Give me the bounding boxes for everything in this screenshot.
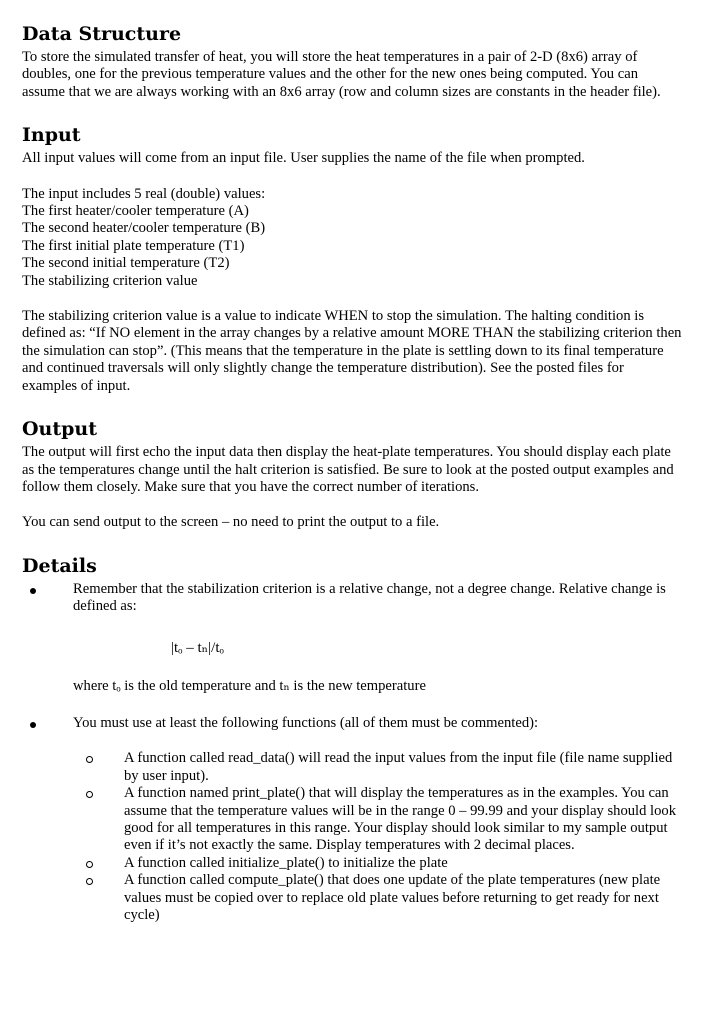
bullet-icon: [30, 722, 36, 728]
bullet-text: Remember that the stabilization criterion is a relative change, not a degree change. Relative change is defined as:: [73, 580, 666, 615]
list-item: The second heater/cooler temperature (B): [22, 220, 266, 237]
list-item: The stabilizing criterion value: [22, 272, 198, 289]
functions-list: [22, 750, 682, 924]
where-text: where tₒ is the old temperature and tₙ is the new temperature: [73, 677, 426, 694]
list-item: A function called read_data() will read the input values from the input file (file name supplied by user input).: [22, 750, 682, 785]
document-page: [22, 22, 682, 924]
list-item: The first initial plate temperature (T1): [22, 237, 245, 254]
list-item: [22, 581, 682, 695]
input-list-intro: The input includes 5 real (double) values:: [22, 185, 266, 202]
input-heading: Input: [22, 124, 81, 147]
list-item: The second initial temperature (T2): [22, 255, 230, 272]
circle-bullet-icon: [86, 756, 93, 763]
data-structure-heading: Data Structure: [22, 23, 182, 45]
criterion-paragraph: The stabilizing criterion value is a value to indicate WHEN to stop the simulation. The halting condition is defined as: “If NO element in the array changes by a relative amount MORE THAN the stabilizing criterion then the simulation can stop”. (This means that the temperature in the plate is settling down to its final temperature and continued traversals will only slightly change the temperature distribution). See the posted files for examples of input.: [22, 308, 682, 394]
circle-bullet-icon: [86, 791, 93, 798]
list-item: A function called compute_plate() that does one update of the plate temperatures (new plate values must be copied over to replace old plate values before returning to get ready for next cycle): [22, 872, 682, 924]
data-structure-paragraph: To store the simulated transfer of heat, you will store the heat temperatures in a pair of 2-D (8x6) array of doubles, one for the previous temperature values and the other for the new ones being computed. You can assume that we are always working with an 8x6 array (row and column sizes are constants in the header file).: [22, 49, 661, 100]
list-item: The first heater/cooler temperature (A): [22, 203, 249, 220]
list-item: A function called initialize_plate() to initialize the plate: [22, 855, 682, 872]
details-bullet-list: [22, 581, 682, 925]
output-paragraph-2: You can send output to the screen – no need to print the output to a file.: [22, 514, 440, 531]
output-paragraph: The output will first echo the input data then display the heat-plate temperatures. You should display each plate as the temperatures change until the halt criterion is satisfied. Be sure to look at the posted output examples and follow them closely. Make sure that you have the correct number of iterations.: [22, 444, 674, 495]
details-heading: Details: [22, 554, 97, 577]
list-item: A function named print_plate() that will display the temperatures as in the examples. You can assume that the temperature values will be in the range 0 – 99.99 and your display should look good for all temperatures in this range. Your display should look similar to my sample output even if it’s not exactly the same. Display temperatures with 2 decimal places.: [22, 785, 682, 855]
relative-change-formula: |tₒ – tₙ|/tₒ: [171, 639, 224, 656]
circle-bullet-icon: [86, 878, 93, 885]
circle-bullet-icon: [86, 861, 93, 868]
output-heading: Output: [22, 418, 98, 441]
list-item: [22, 715, 682, 732]
input-values-list: [22, 186, 682, 290]
bullet-icon: [30, 588, 36, 594]
bullet-text: You must use at least the following functions (all of them must be commented):: [73, 714, 539, 731]
input-paragraph: All input values will come from an input file. User supplies the name of the file when prompted.: [22, 150, 585, 167]
